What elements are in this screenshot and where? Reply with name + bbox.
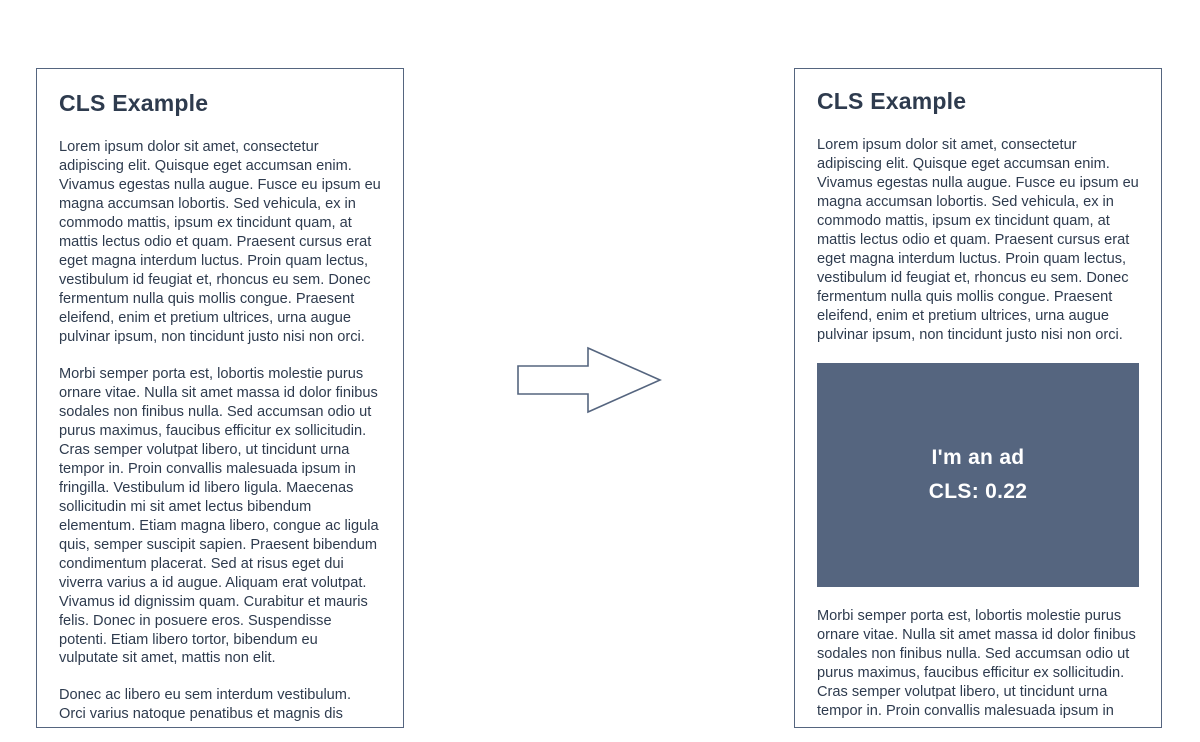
ad-label: I'm an ad (931, 445, 1025, 469)
paragraph-2: Morbi semper porta est, lobortis molestie purus ornare vitae. Nulla sit amet massa id dolor finibus sodales non finibus nulla. Sed accumsan odio ut purus maximus, faucibus efficitur ex sollicitudin. Cras semper volutpat libero, ut tincidunt urna tempor in. Proin convallis malesuada ipsum in (817, 607, 1136, 719)
paragraph-3: Donec ac libero eu sem interdum vestibulum. Orci varius natoque penatibus et magnis dis (59, 687, 352, 723)
ad-cls-value: CLS: 0.22 (928, 479, 1028, 503)
paragraph-1: Lorem ipsum dolor sit amet, consectetur adipiscing elit. Quisque eget accumsan enim. Vivamus egestas nulla augue. Fusce eu ipsum eu magna accumsan lobortis. Sed vehicula, ex in commodo mattis, ipsum ex tincidunt quam, at mattis lectus odio et quam. Praesent cursus erat eget magna interdum luctus. Proin quam lectus, vestibulum id feugiat et, rhoncus eu sem. Donec fermentum nulla quis mollis congue. Praesent eleifend, enim et pretium ultrices, urna augue pulvinar ipsum, non tincidunt justo nisi non orci. (59, 139, 381, 345)
paragraph-2: Morbi semper porta est, lobortis molestie purus ornare vitae. Nulla sit amet massa id dolor finibus sodales non finibus nulla. Sed accumsan odio ut purus maximus, faucibus efficitur ex sollicitudin. Cras semper volutpat libero, ut tincidunt urna tempor in. Proin convallis malesuada ipsum in fringilla. Vestibulum id libero ligula. Maecenas sollicitudin mi sit amet lectus bibendum elementum. Etiam magna libero, congue ac ligula quis, semper suscipit sapien. Praesent bibendum condimentum placerat. Sed at risus eget dui viverra varius a id augue. Aliquam erat volutpat. Vivamus id dignissim quam. Curabitur et mauris felis. Donec in posuere eros. Suspendisse potenti. Etiam libero tortor, bibendum eu vulputate sit amet, mattis non elit. (59, 365, 379, 667)
page-title: CLS Example (59, 90, 209, 116)
page-panel-before (36, 68, 404, 728)
panel-content-after (795, 69, 1161, 721)
panel-content-before (37, 69, 403, 724)
page-panel-after (794, 68, 1162, 728)
right-arrow-icon (500, 340, 700, 420)
page-title: CLS Example (817, 88, 967, 114)
paragraph-1: Lorem ipsum dolor sit amet, consectetur adipiscing elit. Quisque eget accumsan enim. Vivamus egestas nulla augue. Fusce eu ipsum eu magna accumsan lobortis. Sed vehicula, ex in commodo mattis, ipsum ex tincidunt quam, at mattis lectus odio et quam. Praesent cursus erat eget magna interdum luctus. Proin quam lectus, vestibulum id feugiat et, rhoncus eu sem. Donec fermentum nulla quis mollis congue. Praesent eleifend, enim et pretium ultrices, urna augue pulvinar ipsum, non tincidunt justo nisi non orci. (817, 137, 1139, 343)
ad-placeholder[interactable] (817, 363, 1139, 587)
arrow-container (500, 340, 700, 420)
